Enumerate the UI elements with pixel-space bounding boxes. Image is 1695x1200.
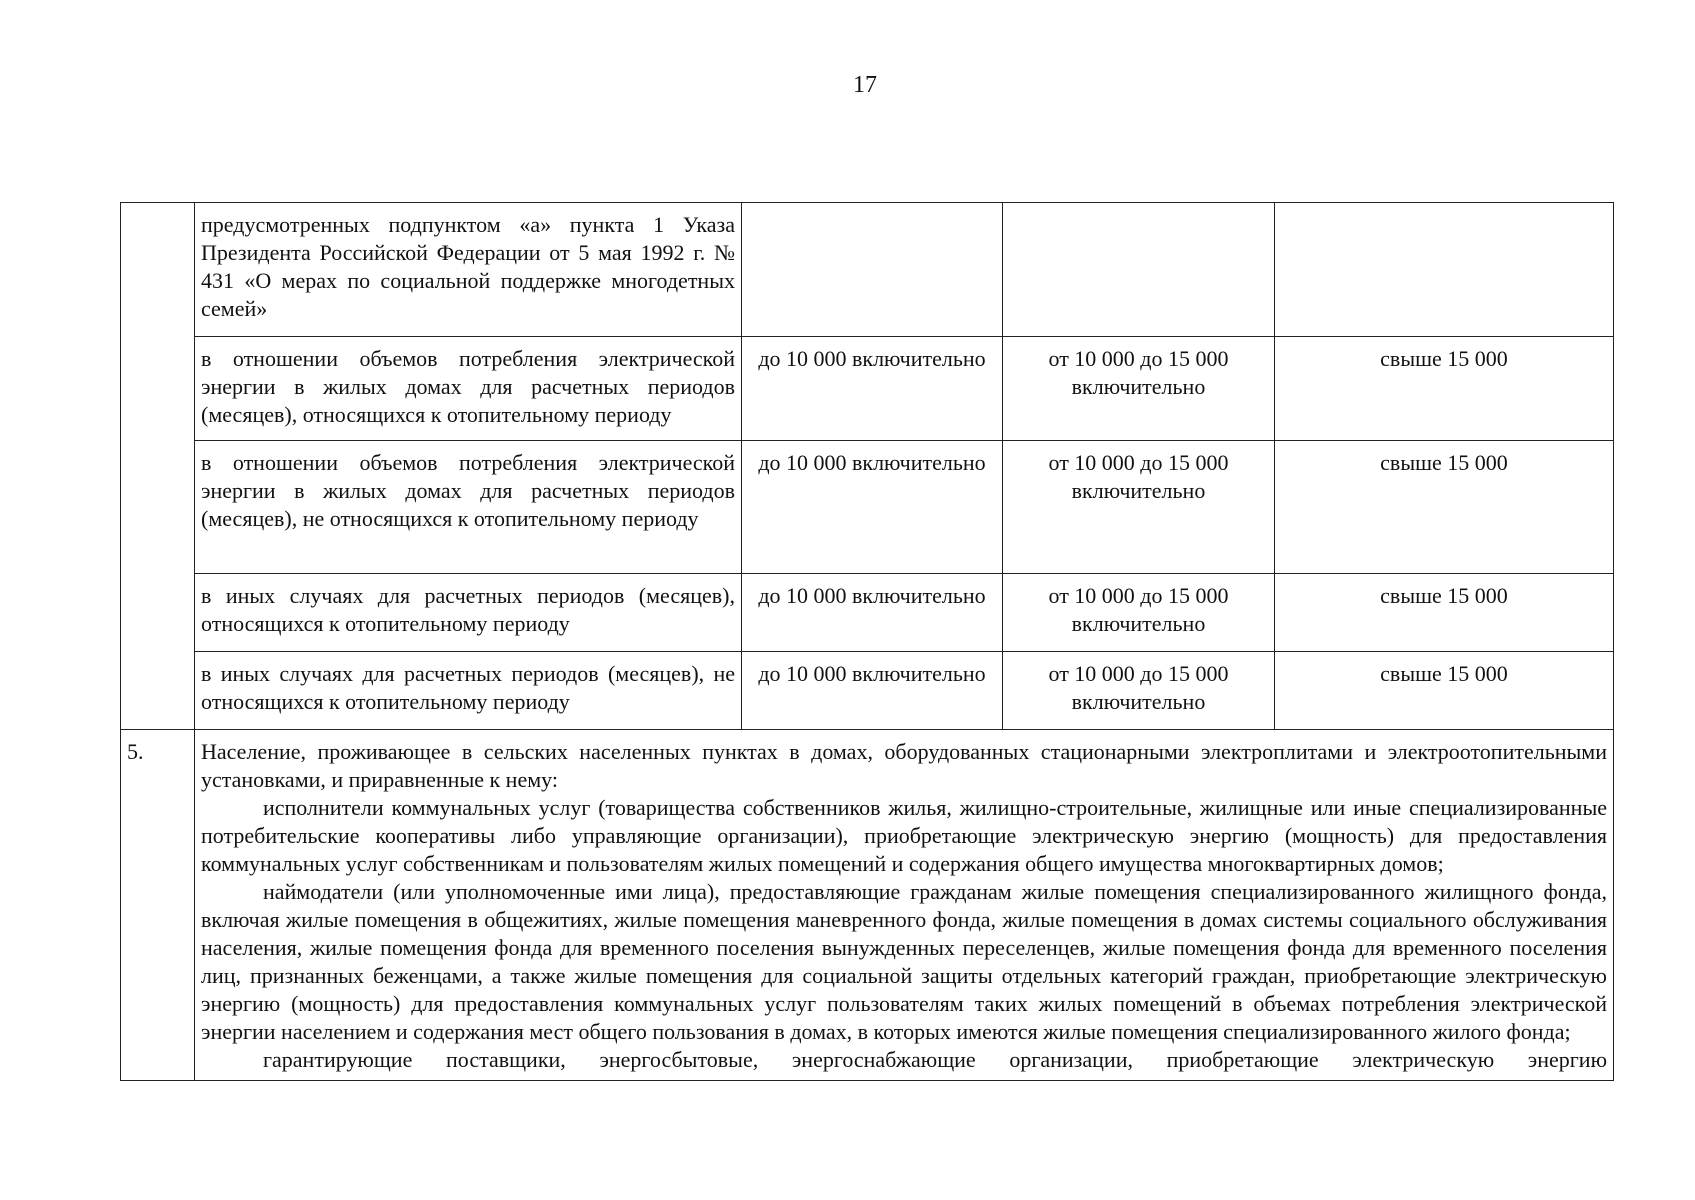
table-row-5 <box>121 730 1614 1081</box>
row-5-paragraph: гарантирующие поставщики, энергосбытовые, энергоснабжающие организации, приобретающие электрическую энергию <box>263 1047 1607 1072</box>
range-upto-cell: до 10 000 включительно <box>742 574 1003 652</box>
range-middle-cell: от 10 000 до 15 000 включительно <box>1003 441 1275 574</box>
range-upto-cell: до 10 000 включительно <box>742 652 1003 730</box>
range-middle-cell: от 10 000 до 15 000 включительно <box>1003 574 1275 652</box>
range-upto-cell: до 10 000 включительно <box>742 441 1003 574</box>
row-description: в иных случаях для расчетных периодов (месяцев), относящихся к отопительному периоду <box>195 574 742 652</box>
row-number-cell <box>121 652 195 730</box>
range-upto-cell: до 10 000 включительно <box>742 337 1003 441</box>
row-5-content <box>195 730 1614 1081</box>
row-5-paragraph: исполнители коммунальных услуг (товарищества собственников жилья, жилищно-строительные, жилищные или иные специализированные потребительские кооперативы либо управляющие организации), приобретающие электрическую энергию (мощность) для предоставления коммунальных услуг собственникам и пользователям жилых помещений и содержания общего имущества многоквартирных домов; <box>201 795 1607 876</box>
range-upto-cell <box>742 203 1003 337</box>
table-row <box>121 574 1614 652</box>
range-middle-cell <box>1003 203 1275 337</box>
row-number-cell <box>121 441 195 574</box>
table-row <box>121 337 1614 441</box>
row-description: предусмотренных подпунктом «а» пункта 1 Указа Президента Российской Федерации от 5 мая 1992 г. № 431 «О мерах по социальной поддержке многодетных семей» <box>195 203 742 337</box>
row-5-paragraph: наймодатели (или уполномоченные ими лица), предоставляющие гражданам жилые помещения специализированного жилищного фонда, включая жилые помещения в общежитиях, жилые помещения маневренного фонда, жилые помещения в домах системы социального обслуживания населения, жилые помещения фонда для временного поселения вынужденных переселенцев, жилые помещения фонда для временного поселения лиц, признанных беженцами, а также жилые помещения для социальной защиты отдельных категорий граждан, приобретающие электрическую энергию (мощность) для предоставления коммунальных услуг пользователям таких жилых помещений в объемах потребления электрической энергии населением и содержания мест общего пользования в домах, в которых имеются жилые помещения специализированного жилого фонда; <box>201 879 1607 1044</box>
row-5-paragraph: Население, проживающее в сельских населенных пунктах в домах, оборудованных стационарными электроплитами и электроотопительными установками, и приравненные к нему: <box>201 739 1607 792</box>
range-over-cell <box>1275 203 1614 337</box>
row-number-cell <box>121 574 195 652</box>
tariff-volume-table <box>120 202 1614 1081</box>
range-over-cell: свыше 15 000 <box>1275 574 1614 652</box>
table-row <box>121 203 1614 337</box>
table-row <box>121 441 1614 574</box>
row-description: в отношении объемов потребления электрической энергии в жилых домах для расчетных периодов (месяцев), не относящихся к отопительному периоду <box>195 441 742 574</box>
range-over-cell: свыше 15 000 <box>1275 652 1614 730</box>
range-over-cell: свыше 15 000 <box>1275 337 1614 441</box>
row-number-cell <box>121 203 195 337</box>
row-description: в отношении объемов потребления электрической энергии в жилых домах для расчетных периодов (месяцев), относящихся к отопительному периоду <box>195 337 742 441</box>
row-number-cell <box>121 337 195 441</box>
row-description: в иных случаях для расчетных периодов (месяцев), не относящихся к отопительному периоду <box>195 652 742 730</box>
page-number: 17 <box>853 72 877 98</box>
range-over-cell: свыше 15 000 <box>1275 441 1614 574</box>
range-middle-cell: от 10 000 до 15 000 включительно <box>1003 337 1275 441</box>
range-middle-cell: от 10 000 до 15 000 включительно <box>1003 652 1275 730</box>
row-number-cell: 5. <box>121 730 195 1081</box>
table-row <box>121 652 1614 730</box>
